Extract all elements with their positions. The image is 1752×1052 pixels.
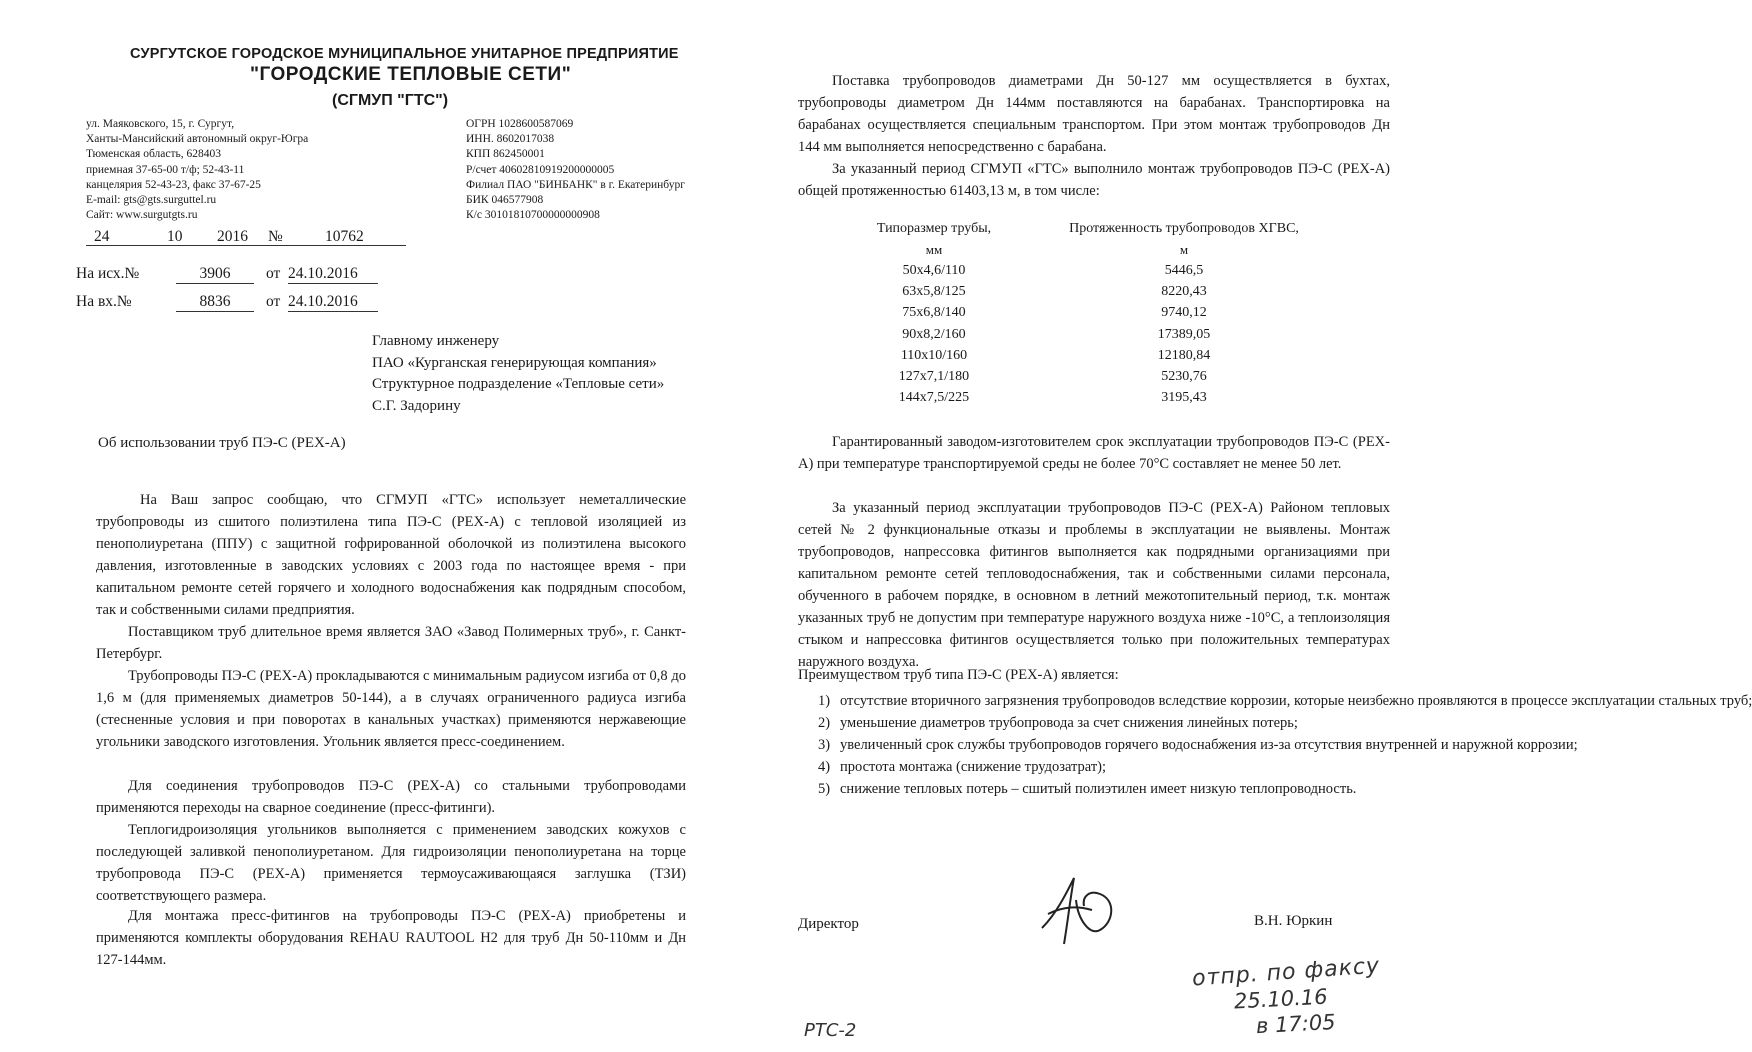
table-row (844, 345, 1344, 366)
requisite-line: КПП 862450001 (466, 148, 545, 161)
pipe-length-cell: 5230,76 (1161, 368, 1207, 384)
handwritten-fax-time: в 17:05 (1255, 1009, 1337, 1039)
body-paragraph: За указанный период эксплуатации трубопроводов ПЭ-С (РЕХ-А) Районом тепловых сетей № 2 функциональные отказы и проблемы в эксплуатации не выявлены. Монтаж трубопроводов, напрессовка фитингов выполняется как подрядными организациями при капитальном ремонте сетей тепловодоснабжения, так и собственными силами персонала, обученного в рабочем порядке, в основном в летний межотопительный период, т.к. монтаж указанных труб не допустим при температуре наружного воздуха ниже -10°С, а теплоизоляция стыком и напрессовка фитингов осуществляется только при положительных температурах наружного воздуха. (798, 500, 1390, 670)
reg-number-sign: № (268, 228, 283, 245)
letter-subject: Об использовании труб ПЭ-С (РЕХ-А) (98, 435, 346, 451)
body-paragraph: Гарантированный заводом-изготовителем срок эксплуатации трубопроводов ПЭ-С (РЕХ-А) при температуре транспортируемой среды не более 70°С составляет не менее 50 лет. (798, 434, 1390, 472)
pipe-length-cell: 8220,43 (1161, 284, 1207, 300)
addressee-line: Структурное подразделение «Тепловые сети» (372, 376, 665, 392)
address-line: Ханты-Мансийский автономный округ-Югра (86, 133, 309, 146)
body-paragraph: Для соединения трубопроводов ПЭ-С (РЕХ-А) со стальными трубопроводами применяются переходы на сварное соединение (пресс-фитинги). (96, 778, 686, 816)
incoming-from-label: от (266, 293, 281, 310)
addressee-line: С.Г. Задорину (372, 397, 461, 414)
list-text: увеличенный срок службы трубопроводов горячего водоснабжения из-за отсутствия внутренней и наружной коррозии; (840, 737, 1578, 753)
handwritten-code: РТС-2 (804, 1020, 857, 1041)
pipe-length-cell: 9740,12 (1161, 305, 1207, 321)
table-row (844, 303, 1344, 324)
list-text: снижение тепловых потерь – сшитый полиэтилен имеет низкую теплопроводность. (840, 781, 1357, 797)
address-line: E-mail: gts@gts.surguttel.ru (86, 194, 217, 207)
director-signature-icon (1034, 870, 1134, 950)
body-paragraph: Поставка трубопроводов диаметрами Дн 50-127 мм осуществляется в бухтах, трубопроводы диаметром Дн 144мм поставляются на барабанах. Транспортировка на барабанах осуществляется специальным транспортом. При этом монтаж трубопроводов Дн 144 мм выполняется непосредственно с барабана. (798, 73, 1390, 155)
incoming-label: На вх.№ (76, 293, 132, 310)
advantages-list (818, 690, 1752, 800)
requisite-line: ОГРН 1028600587069 (466, 118, 574, 130)
org-name-line1: СУРГУТСКОЕ ГОРОДСКОЕ МУНИЦИПАЛЬНОЕ УНИТАРНОЕ ПРЕДПРИЯТИЕ (130, 46, 679, 62)
outgoing-label: На исх.№ (76, 265, 140, 282)
letter-page-left (0, 0, 744, 1052)
list-item (818, 756, 1390, 778)
pipe-length-table (844, 218, 1344, 409)
pipe-size-cell: 110х10/160 (900, 347, 968, 363)
outgoing-from-label: от (266, 265, 281, 282)
requisite-line: Р/счет 40602810919200000005 (466, 163, 615, 176)
addressee-line: ПАО «Курганская генерирующая компания» (372, 354, 657, 371)
body-paragraph: Трубопроводы ПЭ-С (РЕХ-А) прокладываются с минимальным радиусом изгиба от 0,8 до 1,6 м (для применяемых диаметров 50-144), а в случаях ограниченного радиуса изгиба (стесненные условия и при поворотах в канальных участках) применяются нержавеющие угольники заводского изготовления. Угольник является пресс-соединением. (96, 668, 686, 750)
body-paragraph: Для монтажа пресс-фитингов на трубопроводы ПЭ-С (РЕХ-А) приобретены и применяются комплекты оборудования REHAU RAUTOOL H2 для труб Дн 50-110мм и Дн 127-144мм. (96, 908, 686, 968)
handwritten-fax-date: 25.10.16 (1233, 984, 1329, 1014)
address-line: Сайт: www.surgutgts.ru (86, 209, 198, 222)
list-text: уменьшение диаметров трубопровода за счет снижения линейных потерь; (840, 715, 1298, 731)
address-line: ул. Маяковского, 15, г. Сургут, (86, 118, 235, 130)
incoming-number: 8836 (176, 293, 254, 312)
org-name-short: (СГМУП "ГТС") (332, 92, 449, 109)
body-paragraph: Поставщиком труб длительное время является ЗАО «Завод Полимерных труб», г. Санкт-Петербург. (96, 624, 686, 662)
pipe-length-cell: 5446,5 (1164, 262, 1204, 278)
body-paragraph: За указанный период СГМУП «ГТС» выполнило монтаж трубопроводов ПЭ-С (РЕХ-А) общей протяженностью 61403,13 м, в том числе: (798, 161, 1390, 199)
requisite-line: Филиал ПАО "БИНБАНК" в г. Екатеринбург (466, 178, 685, 191)
table-row (844, 324, 1344, 345)
advantages-title: Преимуществом труб типа ПЭ-С (РЕХ-А) является: (798, 667, 1119, 683)
addressee-line: Главному инженеру (372, 333, 500, 349)
list-item (818, 734, 1578, 756)
reg-month: 10 (167, 228, 183, 245)
letter-page-right (744, 0, 1752, 1052)
requisite-line: ИНН. 8602017038 (466, 133, 555, 146)
table-header-size: Типоразмер трубы, (876, 220, 992, 236)
reg-year: 2016 (217, 228, 248, 245)
table-row (844, 282, 1344, 303)
outgoing-number: 3906 (176, 265, 254, 284)
table-row (844, 366, 1344, 387)
list-item (818, 712, 1390, 734)
pipe-size-cell: 63х5,8/125 (902, 284, 966, 300)
list-number: 1) (818, 693, 831, 709)
org-name-line2: "ГОРОДСКИЕ ТЕПЛОВЫЕ СЕТИ" (250, 64, 572, 85)
org-address-block (86, 117, 308, 223)
list-number: 5) (818, 781, 831, 797)
list-text: простота монтажа (снижение трудозатрат); (840, 759, 1107, 775)
address-line: приемная 37-65-00 т/ф; 52-43-11 (86, 163, 245, 176)
addressee-block (372, 331, 664, 417)
signatory-position: Директор (798, 916, 859, 932)
address-line: Тюменская область, 628403 (86, 148, 221, 161)
pipe-size-cell: 50х4,6/110 (902, 262, 966, 278)
handwritten-fax-note: отпр. по факсу (1191, 953, 1381, 992)
incoming-date: 24.10.2016 (288, 293, 378, 312)
table-unit-length: м (1179, 241, 1189, 257)
table-row (844, 388, 1344, 409)
list-number: 2) (818, 715, 831, 731)
table-row (844, 260, 1344, 281)
list-item (818, 778, 1390, 800)
pipe-length-cell: 17389,05 (1157, 326, 1211, 342)
list-item (818, 690, 1752, 712)
table-unit-size: мм (925, 241, 943, 257)
list-number: 3) (818, 737, 831, 753)
pipe-size-cell: 144х7,5/225 (898, 390, 970, 406)
pipe-size-cell: 75х6,8/140 (902, 305, 966, 321)
address-line: канцелярия 52-43-23, факс 37-67-25 (86, 178, 261, 191)
body-paragraph: На Ваш запрос сообщаю, что СГМУП «ГТС» использует неметаллические трубопроводы из сшитого полиэтилена типа ПЭ-С (РЕХ-А) с тепловой изоляцией из пенополиуретана (ППУ) с защитной гофрированной оболочкой из полиэтилена высокого давления, изготовленные в заводских условиях с 2003 года по настоящее время - при капитальном ремонте сетей горячего и холодного водоснабжения как подрядным способом, так и собственными силами предприятия. (96, 492, 686, 618)
table-header-length: Протяженность трубопроводов ХГВС, (1069, 220, 1299, 236)
reg-number: 10762 (325, 228, 364, 245)
pipe-length-cell: 3195,43 (1161, 390, 1207, 406)
body-paragraph: Теплогидроизоляция угольников выполняется с применением заводских кожухов с последующей заливкой пенополиуретаном. Для гидроизоляции пенополиуретана на торце трубопровода ПЭ-С (РЕХ-А) применяется термоусаживающаяся заглушка (ТЗИ) соответствующего размера. (96, 822, 686, 904)
list-number: 4) (818, 759, 831, 775)
signatory-name: В.Н. Юркин (1254, 913, 1333, 929)
pipe-size-cell: 90х8,2/160 (902, 326, 966, 342)
requisite-line: К/с 30101810700000000908 (466, 209, 600, 222)
outgoing-date: 24.10.2016 (288, 265, 378, 284)
list-text: отсутствие вторичного загрязнения трубопроводов вследствие коррозии, которые неизбежно проявляются в процессе эксплуатации стальных труб; (840, 693, 1752, 709)
requisite-line: БИК 046577908 (466, 194, 544, 207)
org-requisites-block (466, 117, 685, 223)
pipe-length-cell: 12180,84 (1157, 347, 1211, 363)
reg-day: 24 (94, 228, 110, 245)
pipe-size-cell: 127х7,1/180 (898, 368, 970, 384)
